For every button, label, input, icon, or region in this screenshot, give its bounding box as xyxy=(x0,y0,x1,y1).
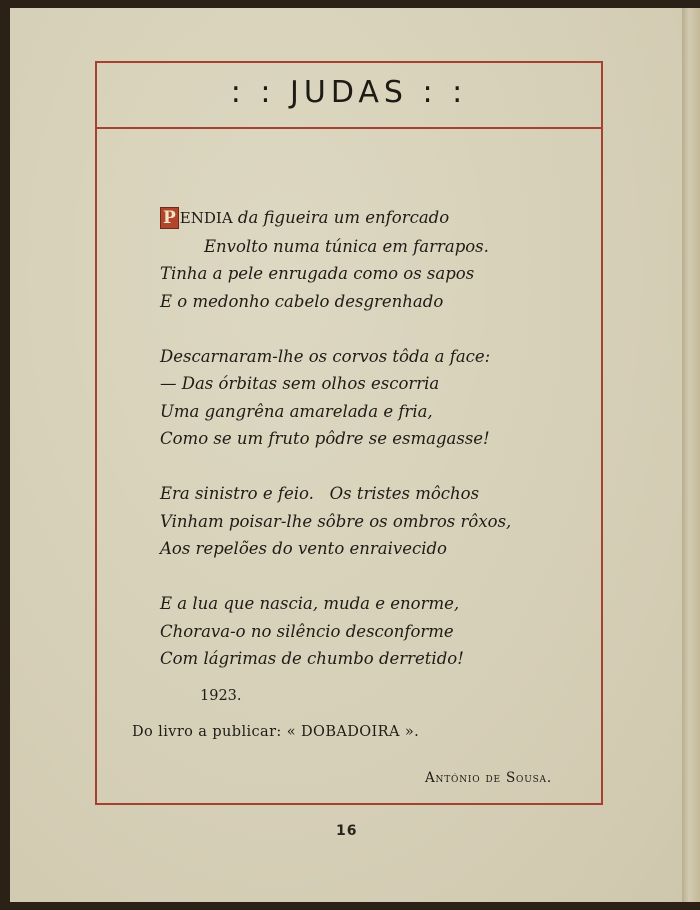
poem-line: Aos repelões do vento enraivecido xyxy=(160,539,447,558)
drop-cap: P xyxy=(160,207,179,229)
stanza-gap xyxy=(160,453,511,481)
stanza-gap xyxy=(160,315,511,343)
poem-body xyxy=(160,204,511,673)
poem-line: Uma gangrêna amarelada e fria, xyxy=(160,401,433,421)
poem-title: : : JUDAS : : xyxy=(230,75,468,110)
page-number: 16 xyxy=(336,823,358,839)
poem-year: 1923. xyxy=(200,688,242,704)
poem-line: Como se um fruto pôdre se esmagasse! xyxy=(160,429,490,448)
poem-line: Tinha a pele enrugada como os sapos xyxy=(160,264,475,283)
poem-line: E a lua que nascia, muda e enorme, xyxy=(160,594,460,613)
title-divider xyxy=(97,127,601,129)
stanza-gap xyxy=(160,563,511,591)
poem-line: Era sinistro e feio. Os tristes môchos xyxy=(160,484,480,503)
poem-line: Com lágrimas de chumbo derretido! xyxy=(160,649,464,668)
poem-line: Envolto numa túnica em farrapos. xyxy=(204,236,489,256)
first-line-rest: da figueira um enforcado xyxy=(232,208,450,227)
poem-line: Vinham poisar-lhe sôbre os ombros rôxos, xyxy=(160,511,512,531)
poem-line: Descarnaram-lhe os corvos tôda a face: xyxy=(160,346,491,366)
first-word-rest: ENDIA xyxy=(179,209,233,227)
publication-note: Do livro a publicar: « DOBADOIRA ». xyxy=(132,724,420,740)
book-page xyxy=(10,8,682,902)
author-signature: António de Sousa. xyxy=(425,770,552,786)
page-edge xyxy=(682,8,700,902)
poem-line xyxy=(160,204,511,233)
poem-line: E o medonho cabelo desgrenhado xyxy=(160,291,444,311)
poem-line: Chorava-o no silêncio desconforme xyxy=(160,621,454,641)
poem-line: — Das órbitas sem olhos escorria xyxy=(160,374,440,393)
